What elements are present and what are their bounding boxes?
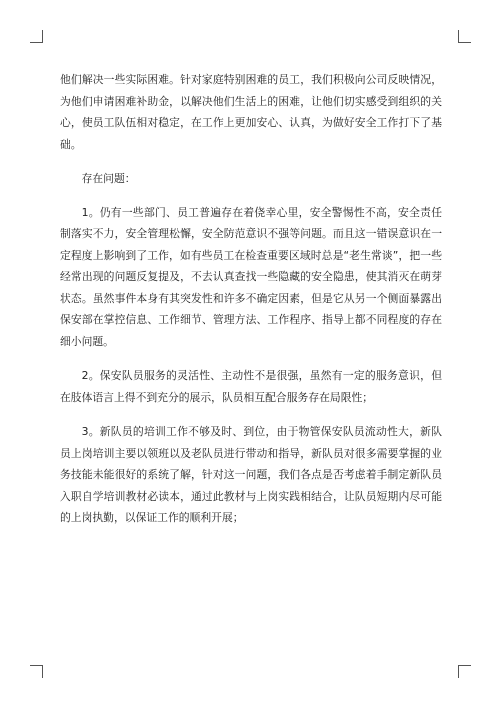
page-corner-mark-top-right xyxy=(458,30,471,43)
section-heading-issues: 存在问题： xyxy=(81,172,136,185)
paragraph-issue-1: 1。仍有一些部门、员工普遍存在着侥幸心里，安全警惕性不高，安全责任制落实不力，安全管理松懈，安全防范意识不强等问题。而且这一错误意识在一定程度上影响到了工作，如有些员工在检查重要区域时总是“老生常谈”，把一些经常出现的问题反复提及，不去认真查找一些隐藏的安全隐患，使其消灭在萌芽状态。虽然事件本身有其突发性和许多不确定因素，但是它从另一个侧面暴露出保安部在掌控信息、工作细节、管理方法、工作程序、指导上都不同程度的存在细小问题。 xyxy=(60,205,442,348)
paragraph-issue-2: 2。保安队员服务的灵活性、主动性不是很强，虽然有一定的服务意识，但在肢体语言上得不到充分的展示，队员相互配合服务存在局限性； xyxy=(60,369,442,404)
page-corner-mark-top-left xyxy=(30,30,43,43)
page-corner-mark-bottom-left xyxy=(30,665,43,678)
document-body xyxy=(60,69,442,542)
page-corner-mark-bottom-right xyxy=(458,665,471,678)
paragraph-continuation: 他们解决一些实际困难。针对家庭特别困难的员工，我们积极向公司反映情况，为他们申请困难补助金，以解决他们生活上的困难，让他们切实感受到组织的关心，使员工队伍相对稳定，在工作上更加安心、认真，为做好安全工作打下了基础。 xyxy=(60,73,442,151)
paragraph-issue-3: 3。新队员的培训工作不够及时、到位，由于物管保安队员流动性大，新队员上岗培训主要以领班以及老队员进行带动和指导，新队员对很多需要掌握的业务技能未能很好的系统了解，针对这一问题，我们各点是否考虑着手制定新队员入职自学培训教材必读本，通过此教材与上岗实践相结合，让队员短期内尽可能的上岗执勤，以保证工作的顺利开展； xyxy=(60,425,442,524)
